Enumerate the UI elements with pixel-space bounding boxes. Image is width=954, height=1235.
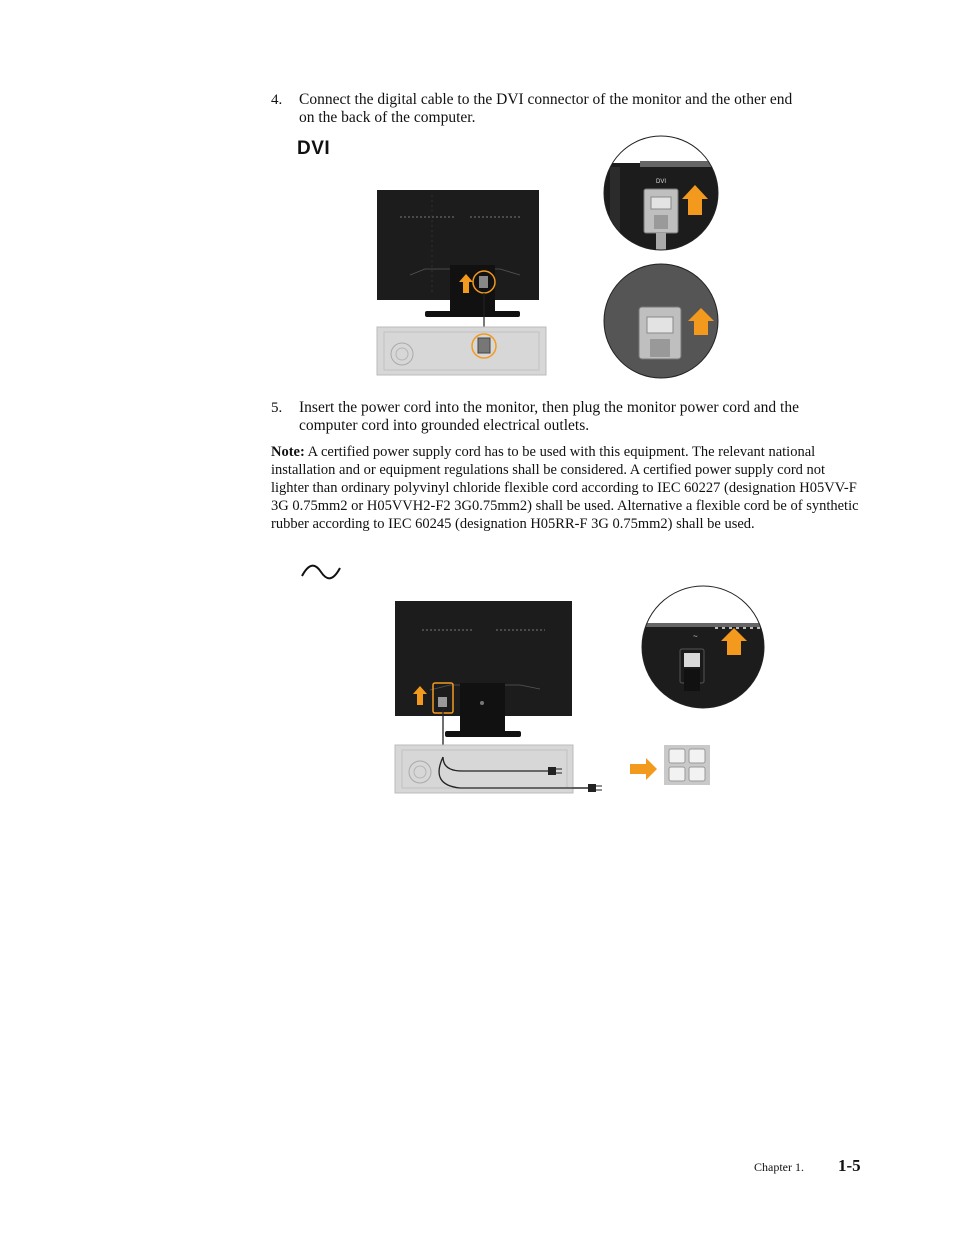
inset-ac-label: ~ — [693, 632, 698, 641]
ac-symbol-icon — [300, 562, 342, 582]
footer-chapter: Chapter 1. — [754, 1160, 804, 1174]
footer-page-number: 1-5 — [838, 1156, 861, 1175]
step-5-line-2: computer cord into grounded electrical outlets. — [299, 417, 590, 434]
computer-illustration — [377, 327, 546, 375]
dvi-connection-figure — [370, 135, 725, 380]
monitor-stand — [425, 311, 520, 317]
step-4-line-2: on the back of the computer. — [299, 109, 476, 126]
step-4-line-1: Connect the digital cable to the DVI connector of the monitor and the other end — [299, 91, 793, 108]
wall-outlet-icon — [664, 745, 710, 785]
dvi-pc-port-inset — [604, 264, 718, 378]
note-label: Note: — [271, 444, 305, 460]
step-4-number: 4. — [271, 92, 283, 108]
note-text: A certified power supply cord has to be used with this equipment. The relevant national installation and or equipment regulations shall be considered. A certified power supply cord not lighter than ordinary polyvinyl chloride flexible cord according to IEC 60227 (designation H05VV-F 3G 0.75mm2 or H05VVH2-F2 3G0.75mm2) shall be used. Alternative a flexible cord be of synthetic rubber according to IEC 60245 (designation H05RR-F 3G 0.75mm2) shall be used. — [271, 444, 859, 532]
step-5-number: 5. — [271, 400, 283, 416]
dvi-label: DVI — [297, 138, 331, 159]
step-5-line-1: Insert the power cord into the monitor, then plug the monitor power cord and the — [299, 399, 799, 416]
power-port-inset — [642, 586, 767, 713]
power-connection-figure — [390, 585, 770, 800]
orange-arrow-right-icon — [630, 758, 657, 780]
computer-illustration — [395, 745, 573, 793]
note-paragraph — [271, 443, 861, 533]
dvi-monitor-port-inset — [604, 136, 724, 258]
dvi-port-label: DVI — [655, 179, 667, 185]
monitor-stand — [445, 731, 521, 737]
